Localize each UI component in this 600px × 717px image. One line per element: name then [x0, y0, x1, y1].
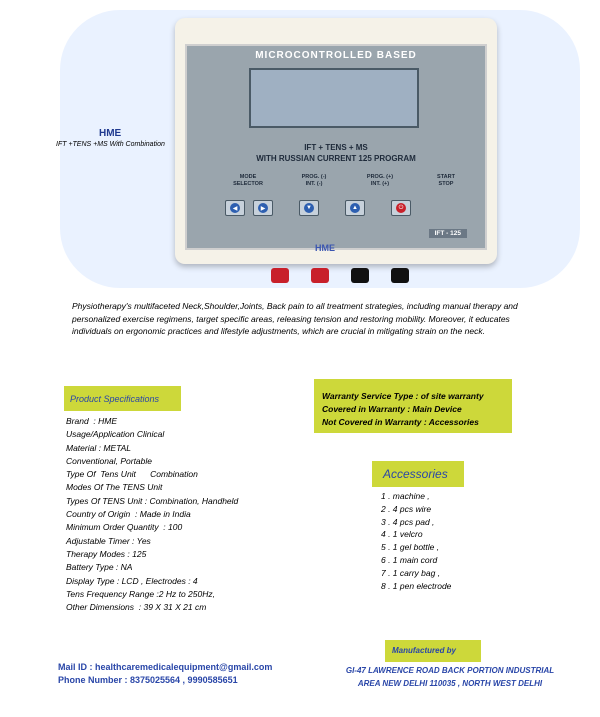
- chevron-right-icon: ▶: [258, 203, 268, 213]
- address-line-1: GI-47 LAWRENCE ROAD BACK PORTION INDUSTRIAL: [345, 666, 555, 675]
- device-buttons: [225, 200, 455, 216]
- accessory-item: 6 . 1 main cord: [381, 554, 438, 565]
- spec-item: Type Of Tens Unit Combination: [66, 469, 198, 480]
- start-stop-label: START STOP: [437, 174, 455, 187]
- mail-id: Mail ID : healthcaremedicalequipment@gmail.com: [58, 662, 273, 672]
- model-badge: IFT - 125: [429, 229, 467, 238]
- device-image: [175, 18, 497, 264]
- specs-list: [66, 415, 326, 614]
- accessory-item: 5 . 1 gel bottle ,: [381, 542, 440, 553]
- brand-logo: HME: [99, 128, 122, 139]
- lcd-display: [249, 68, 419, 128]
- chevron-left-icon: ◀: [230, 203, 240, 213]
- accessories-list: [381, 490, 451, 592]
- prog-minus-label: PROG. (-) INT. (-): [301, 174, 327, 187]
- accessories-heading: Accessories: [383, 467, 448, 481]
- accessory-item: 8 . 1 pen electrode: [381, 580, 452, 591]
- chevron-up-icon: ▲: [350, 203, 360, 213]
- mode-selector-label: MODE SELECTOR: [233, 174, 263, 187]
- spec-item: Display Type : LCD , Electrodes : 4: [66, 575, 198, 586]
- warranty-item: Covered in Warranty : Main Device: [322, 404, 462, 414]
- accessory-item: 4 . 1 velcro: [381, 529, 423, 540]
- device-brand-logo: HME: [315, 243, 335, 253]
- spec-item: Conventional, Portable: [66, 455, 153, 466]
- spec-item: Other Dimensions : 39 X 31 X 21 cm: [66, 602, 207, 613]
- program-text: IFT + TENS + MS WITH RUSSIAN CURRENT 125 PROGRAM: [256, 143, 416, 163]
- output-jack-4: [391, 268, 409, 283]
- spec-item: Brand : HME: [66, 416, 118, 426]
- start-stop-button: [391, 200, 411, 216]
- manufacturer-address: [335, 664, 565, 690]
- spec-item: Minimum Order Quantity : 100: [66, 522, 183, 533]
- warranty-item: Not Covered in Warranty : Accessories: [322, 417, 479, 427]
- button-labels: [227, 174, 467, 188]
- panel-title: MICROCONTROLLED BASED: [255, 50, 417, 61]
- output-jack-2: [311, 268, 329, 283]
- specs-heading: Product Specifications: [70, 394, 160, 404]
- output-jack-1: [271, 268, 289, 283]
- manufacturer-heading: Manufactured by: [392, 646, 457, 655]
- mode-right-button: [253, 200, 273, 216]
- spec-item: Adjustable Timer : Yes: [66, 535, 151, 546]
- contact-info: [58, 661, 272, 687]
- warranty-list: [322, 390, 484, 429]
- prog-plus-button: [345, 200, 365, 216]
- address-line-2: AREA NEW DELHI 110035 , NORTH WEST DELHI: [357, 679, 543, 688]
- mode-left-button: [225, 200, 245, 216]
- power-icon: ⏻: [396, 203, 406, 213]
- spec-item: Battery Type : NA: [66, 562, 133, 573]
- warranty-item: Warranty Service Type : of site warranty: [322, 391, 484, 401]
- output-jack-3: [351, 268, 369, 283]
- phone-number: Phone Number : 8375025564 , 9990585651: [58, 675, 238, 685]
- spec-item: Usage/Application Clinical: [66, 429, 165, 440]
- chevron-down-icon: ▼: [304, 203, 314, 213]
- prog-plus-label: PROG. (+) INT. (+): [366, 174, 394, 187]
- product-description: Physiotherapy's multifaceted Neck,Shoulder,Joints, Back pain to all treatment strategies, including manual therapy and personalized exercise regimens, target specific areas, releasing tension and restoring mobility. Moreover, it educates individuals on ergonomic practices and lifestyle adjustments, which are crucial in mitigating strain on the neck.: [72, 301, 518, 336]
- brand-caption: IFT +TENS +MS With Combination: [56, 141, 165, 148]
- output-jacks: [175, 268, 497, 286]
- prog-minus-button: [299, 200, 319, 216]
- accessory-item: 3 . 4 pcs pad ,: [381, 516, 435, 527]
- accessory-item: 2 . 4 pcs wire: [381, 503, 432, 514]
- spec-item: Types Of TENS Unit : Combination, Handheld: [66, 495, 239, 506]
- spec-item: Modes Of The TENS Unit: [66, 482, 163, 493]
- device-front-panel: [185, 44, 487, 250]
- spec-item: Tens Frequency Range :2 Hz to 250Hz,: [66, 588, 215, 599]
- accessory-item: 1 . machine ,: [381, 491, 430, 501]
- spec-item: Country of Origin : Made in India: [66, 509, 191, 520]
- spec-item: Therapy Modes : 125: [66, 548, 147, 559]
- accessory-item: 7 . 1 carry bag ,: [381, 567, 441, 578]
- spec-item: Material : METAL: [66, 442, 132, 453]
